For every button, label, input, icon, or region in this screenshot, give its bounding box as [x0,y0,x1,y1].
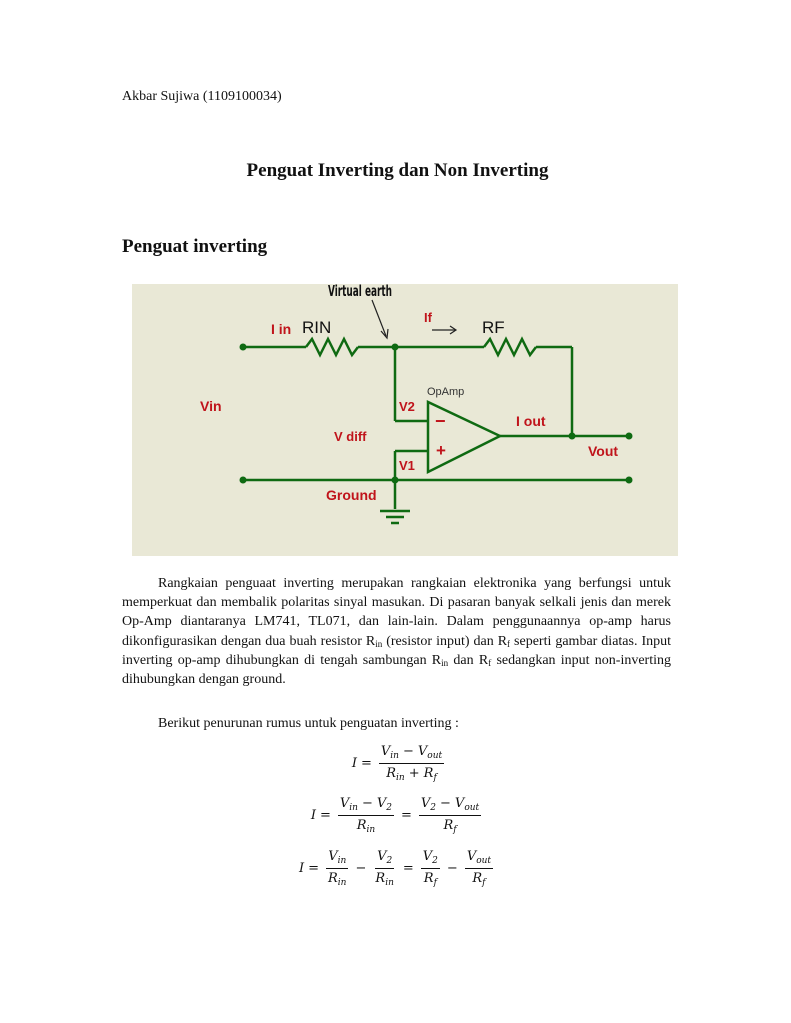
paragraph-segment: seperti gambar diatas. Input inverting op-amp dihubungkan di tengah sambungan R [122,633,671,668]
eq-numerator: $V_{in}$ [326,849,348,869]
eq-fraction [421,849,440,888]
opamp-label: OpAmp [427,386,465,398]
paragraph-description [122,574,671,689]
eq-denominator: $R_f$ [472,871,486,888]
eq-numerator: $V_{in} - V_{out}$ [379,744,444,764]
inverting-amplifier-circuit-figure [132,284,678,556]
eq-fraction [326,849,348,888]
eq-equals: = [402,861,414,876]
subscript-in: in [441,657,449,668]
equation-2 [0,796,791,835]
eq-denominator: $R_{in}$ [356,818,376,835]
if-label: If [424,310,432,325]
eq-fraction [419,796,481,835]
v1-label: V1 [399,458,415,473]
eq-denominator: $R_f$ [443,818,457,835]
author-line: Akbar Sujiwa (1109100034) [122,89,282,104]
ground-terminal [626,477,633,484]
eq-denominator: $R_f$ [423,871,437,888]
equation-3 [0,849,791,888]
paragraph-text [122,574,671,689]
eq-minus: − [446,861,458,876]
paragraph-segment: (resistor input) dan R [382,633,508,649]
eq-fraction [373,849,395,888]
minus-sign: − [435,411,446,431]
eq-numerator: $V_2 - V_{out}$ [419,796,481,816]
virtual-earth-node [392,344,399,351]
eq-numerator: $V_{out}$ [465,849,493,869]
eq-fraction [379,744,444,783]
eq-symbol-i: I [298,861,305,876]
eq-fraction [465,849,493,888]
v-diff-label: V diff [334,429,367,444]
eq-denominator: $R_{in} + R_f$ [386,766,437,783]
eq-symbol-i: I [310,808,316,823]
v2-label: V2 [399,399,415,414]
vout-label: Vout [588,443,619,459]
section-heading: Penguat inverting [122,236,268,257]
subscript-f: f [507,638,511,649]
eq-fraction [338,796,394,835]
document-title: Penguat Inverting dan Non Inverting [246,160,549,181]
i-in-label: I in [271,321,292,337]
input-terminal-top [240,344,247,351]
paragraph-text: Berikut penurunan rumus untuk penguatan inverting : [158,716,459,731]
ground-node [392,477,399,484]
eq-equals: = [361,756,372,771]
vin-label: Vin [200,398,222,414]
eq-denominator: $R_{in}$ [375,871,394,888]
output-node [569,433,576,440]
subscript-f: f [488,657,492,668]
eq-numerator: $V_2$ [421,849,440,869]
plus-sign: + [436,441,446,460]
i-out-label: I out [516,413,546,429]
eq-minus: − [355,861,367,876]
circuit-diagram [132,284,678,556]
paragraph-segment: Rangkaian penguaat inverting merupakan rangkaian elektronika yang berfungsi untuk memperkuat dan membalik polaritas sinyal masukan. Di pasaran banyak selkali jenis dan merek Op-Amp diantaranya LM741, TL071, dan lain-lain. Dalam penggunaannya op-amp harus dikonfigurasikan dengan dua buah resistor R [122,576,671,649]
eq-equals: = [308,861,319,876]
paragraph-segment: sedangkan input non-inverting dihubungkan dengan ground. [122,652,671,688]
paragraph-segment: dan R [448,652,489,668]
equation-1 [0,744,791,783]
eq-numerator: $V_{in} - V_2$ [338,796,394,816]
input-terminal-bottom [240,477,247,484]
paragraph-formula-intro [122,714,671,733]
ground-label: Ground [326,487,377,503]
rin-label: RIN [302,318,332,337]
eq-equals: = [319,808,331,823]
eq-equals: = [400,808,412,823]
virtual-earth-label: Virtual earth [328,284,392,300]
eq-numerator: $V_2$ [375,849,394,869]
output-terminal [626,433,633,440]
eq-denominator: $R_{in}$ [328,871,347,888]
subscript-in: in [375,638,383,649]
rf-label: RF [482,318,505,337]
eq-symbol-i: I [351,756,357,771]
